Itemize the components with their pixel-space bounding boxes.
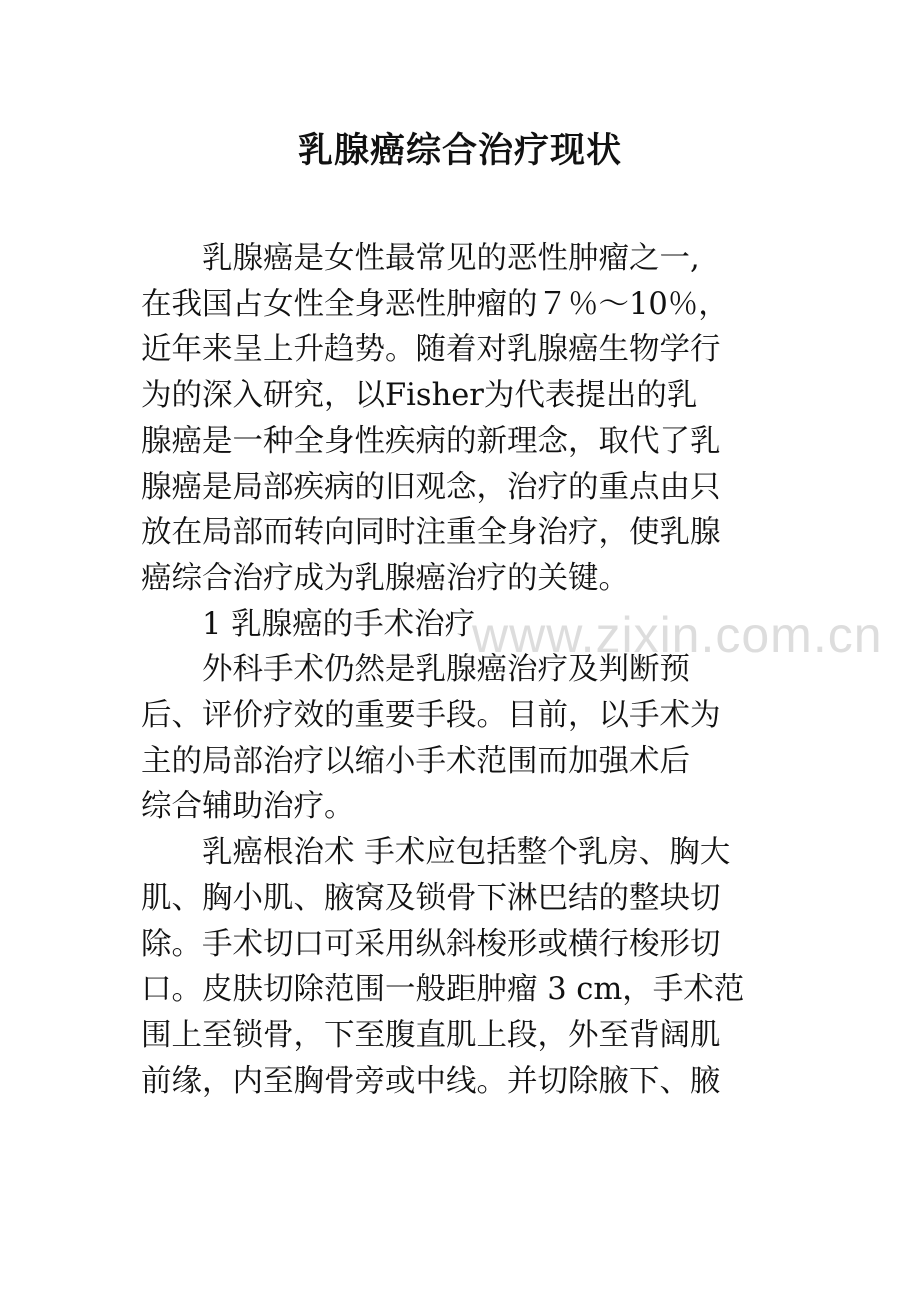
text-line: 口。皮肤切除范围一般距肿瘤 3 cm，手术范 [141, 972, 745, 1008]
text-line: 在我国占女性全身恶性肿瘤的７％～10％， [141, 286, 729, 322]
section-heading-text: 1 乳腺癌的手术治疗 [202, 606, 476, 642]
text-line: 乳腺癌是女性最常见的恶性肿瘤之一, [202, 241, 700, 276]
document-body [141, 236, 791, 1104]
text-line: 主的局部治疗以缩小手术范围而加强术后 [141, 743, 690, 779]
text-line: 为的深入研究，以Fisher为代表提出的乳 [141, 378, 698, 414]
text-line: 近年来呈上升趋势。随着对乳腺癌生物学行 [141, 332, 721, 368]
text-line: 腺癌是一种全身性疾病的新理念，取代了乳 [141, 423, 721, 459]
watermark: www.zixin.com.cn [472, 607, 883, 663]
text-line: 放在局部而转向同时注重全身治疗，使乳腺 [141, 515, 721, 551]
paragraph-radical-mastectomy [141, 830, 791, 1104]
text-line: 后、评价疗效的重要手段。目前，以手术为 [141, 698, 721, 734]
text-line: 综合辅助治疗。 [141, 789, 355, 825]
text-line: 腺癌是局部疾病的旧观念，治疗的重点由只 [141, 469, 721, 505]
section-heading [141, 602, 791, 648]
text-line: 除。手术切口可采用纵斜梭形或横行梭形切 [141, 926, 721, 962]
text-line: 外科手术仍然是乳腺癌治疗及判断预 [202, 652, 690, 688]
text-line: 前缘，内至胸骨旁或中线。并切除腋下、腋 [141, 1063, 721, 1099]
paragraph-surgery [141, 647, 791, 830]
text-line: 围上至锁骨，下至腹直肌上段，外至背阔肌 [141, 1017, 721, 1053]
paragraph-intro [141, 236, 791, 602]
text-line: 乳癌根治术 手术应包括整个乳房、胸大 [202, 835, 731, 871]
document-title: 乳腺癌综合治疗现状 [297, 130, 622, 171]
text-line: 肌、胸小肌、腋窝及锁骨下淋巴结的整块切 [141, 880, 721, 916]
text-line: 癌综合治疗成为乳腺癌治疗的关键。 [141, 560, 629, 596]
